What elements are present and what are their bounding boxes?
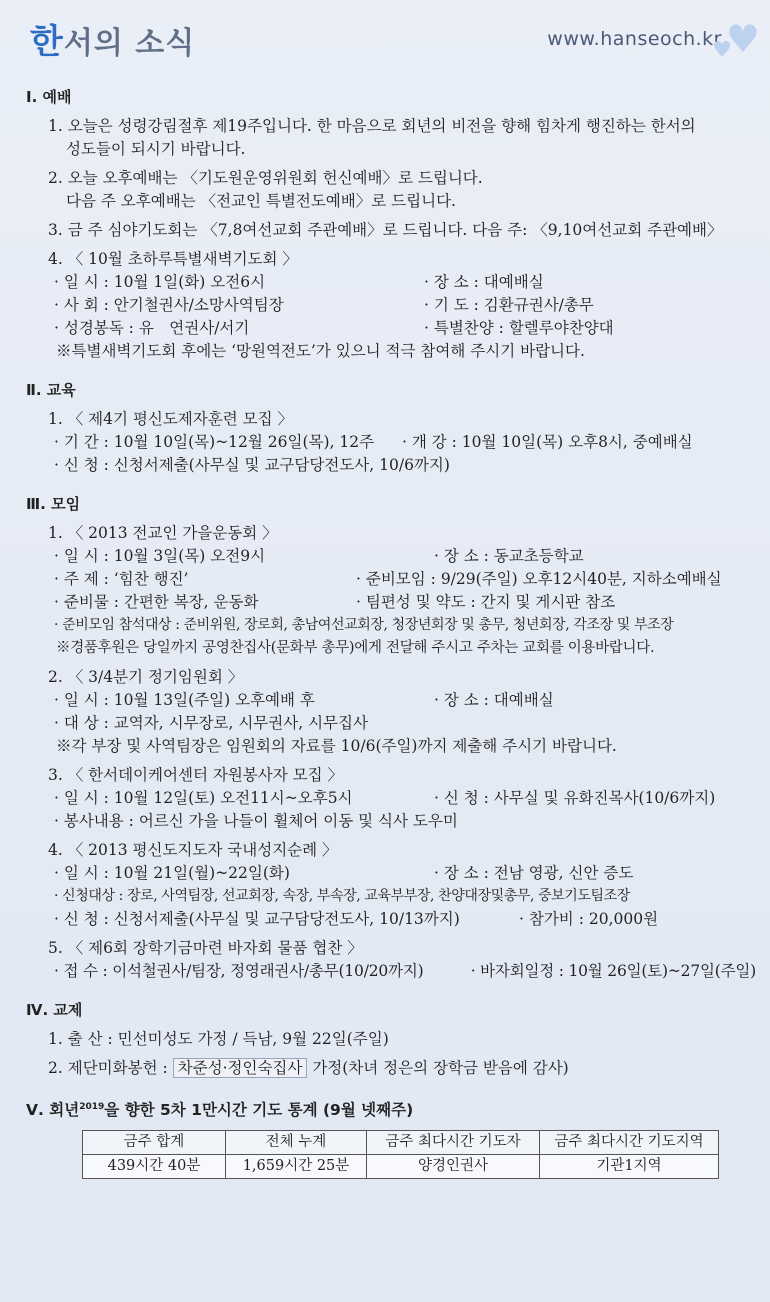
section-gathering-title: Ⅲ. 모임 (26, 495, 81, 513)
table-cell: 양경인권사 (367, 1155, 540, 1179)
table-header-row (83, 1131, 719, 1155)
detail-row: · 일 시 : 10월 3일(목) 오전9시 · 장 소 : 동교초등학교 (54, 547, 584, 565)
list-item: 1. 〈 2013 전교인 가을운동회 〉 (48, 524, 278, 542)
detail-row: · 일 시 : 10월 12일(토) 오전11시~오후5시 · 신 청 : 사무실 및 유화진목사(10/6까지) (54, 789, 716, 807)
list-item-cont: 성도들이 되시기 바랍니다. (66, 140, 246, 158)
list-item: 2. 오늘 오후예배는 〈기도원운영위원회 헌신예배〉로 드립니다. (48, 169, 483, 187)
list-item: 1. 출 산 : 민선미성도 가정 / 득남, 9월 22일(주일) (48, 1030, 389, 1048)
list-item: 5. 〈 제6회 장학기금마련 바자회 물품 협찬 〉 (48, 939, 363, 957)
detail-row: · 신청대상 : 장로, 사역팀장, 선교회장, 속장, 부속장, 교육부부장, 찬양대장및총무, 중보기도팀조장 (54, 888, 630, 904)
list-item: 1. 〈 제4기 평신도제자훈련 모집 〉 (48, 410, 293, 428)
list-item: 4. 〈 10월 초하루특별새벽기도회 〉 (48, 250, 298, 268)
column-header: 금주 최다시간 기도자 (367, 1131, 540, 1155)
list-item-cont: 다음 주 오후예배는 〈전교인 특별전도예배〉로 드립니다. (66, 192, 456, 210)
note: ※특별새벽기도회 후에는 ‘망원역전도’가 있으니 적극 참여해 주시기 바랍니다. (56, 342, 585, 360)
newsletter-title: 한서의 소식 (30, 22, 196, 62)
list-item: 3. 〈 한서데이케어센터 자원봉사자 모집 〉 (48, 766, 344, 784)
detail-row: · 주 제 : ‘힘찬 행진’ · 준비모임 : 9/29(주일) 오후12시40분, 지하소예배실 (54, 570, 722, 588)
table-row (83, 1155, 719, 1179)
detail-row: · 일 시 : 10월 21일(월)~22일(화) · 장 소 : 전남 영광, 신안 증도 (54, 864, 634, 882)
detail-row: · 기 간 : 10월 10일(목)~12월 26일(목), 12주 · 개 강 : 10월 10일(목) 오후8시, 중예배실 (54, 433, 693, 451)
note: ※경품후원은 당일까지 공영찬집사(문화부 총무)에게 전달해 주시고 주차는 교회를 이용바랍니다. (56, 640, 655, 656)
list-item: 2. 제단미화봉헌 : 차준성·정인숙집사 가정(차녀 정은의 장학금 받음에 감사) (48, 1059, 569, 1077)
section-education-title: Ⅱ. 교육 (26, 381, 76, 399)
section-prayer-stats-title: Ⅴ. 회년$^{2019}$을 향한 5차 1만시간 기도 통계 (9월 넷째주) (26, 1101, 414, 1120)
table-cell: 439시간 40분 (83, 1155, 226, 1179)
header (0, 0, 770, 78)
section-fellowship-title: Ⅳ. 교제 (26, 1001, 83, 1019)
detail-row: · 준비모임 참석대상 : 준비위원, 장로회, 총남여선교회장, 청장년회장 및 총무, 청년회장, 각조장 및 부조장 (54, 617, 674, 633)
detail-row: · 준비물 : 간편한 복장, 운동화 · 팀편성 및 약도 : 간지 및 게시판 참조 (54, 593, 616, 611)
detail-row: · 사 회 : 안기철권사/소망사역팀장 · 기 도 : 김환규권사/총무 (54, 296, 594, 314)
detail-row: · 일 시 : 10월 13일(주일) 오후예배 후 · 장 소 : 대예배실 (54, 691, 554, 709)
list-item: 3. 금 주 심야기도회는 〈7,8여선교회 주관예배〉로 드립니다. 다음 주: 〈9,10여선교회 주관예배〉 (48, 221, 723, 239)
detail-row: · 신 청 : 신청서제출(사무실 및 교구담당전도사, 10/13까지) · 참가비 : 20,000원 (54, 910, 659, 928)
column-header: 전체 누계 (226, 1131, 367, 1155)
list-item: 4. 〈 2013 평신도지도자 국내성지순례 〉 (48, 841, 338, 859)
list-item: 1. 오늘은 성령강림절후 제19주입니다. 한 마음으로 회년의 비전을 향해 힘차게 행진하는 한서의 (48, 117, 696, 135)
list-item: 2. 〈 3/4분기 정기임원회 〉 (48, 668, 244, 686)
detail-row: · 성경봉독 : 유 연권사/서기 · 특별찬양 : 할렐루야찬양대 (54, 319, 614, 337)
website-link[interactable]: www.hanseoch.kr (547, 28, 722, 50)
detail-row: · 접 수 : 이석철권사/팀장, 정영래권사/총무(10/20까지) · 바자회일정 : 10월 26일(토)~27일(주일) (54, 962, 756, 980)
section-worship-title: Ⅰ. 예배 (26, 88, 72, 106)
table-cell: 1,659시간 25분 (226, 1155, 367, 1179)
news-content (26, 86, 756, 1179)
heart-icon: ♥ (712, 38, 732, 63)
table-cell: 기관1지역 (540, 1155, 719, 1179)
highlight-name: 차준성·정인숙집사 (173, 1058, 308, 1078)
column-header: 금주 합계 (83, 1131, 226, 1155)
heart-icon: ♥ (725, 17, 760, 61)
prayer-stats-table (82, 1130, 719, 1179)
column-header: 금주 최다시간 기도지역 (540, 1131, 719, 1155)
detail-row: · 일 시 : 10월 1일(화) 오전6시 · 장 소 : 대예배실 (54, 273, 544, 291)
detail-row: · 봉사내용 : 어르신 가을 나들이 휠체어 이동 및 식사 도우미 (54, 812, 458, 830)
detail-row: · 신 청 : 신청서제출(사무실 및 교구담당전도사, 10/6까지) (54, 456, 450, 474)
note: ※각 부장 및 사역팀장은 임원회의 자료를 10/6(주일)까지 제출해 주시기 바랍니다. (56, 737, 617, 755)
detail-row: · 대 상 : 교역자, 시무장로, 시무권사, 시무집사 (54, 714, 368, 732)
